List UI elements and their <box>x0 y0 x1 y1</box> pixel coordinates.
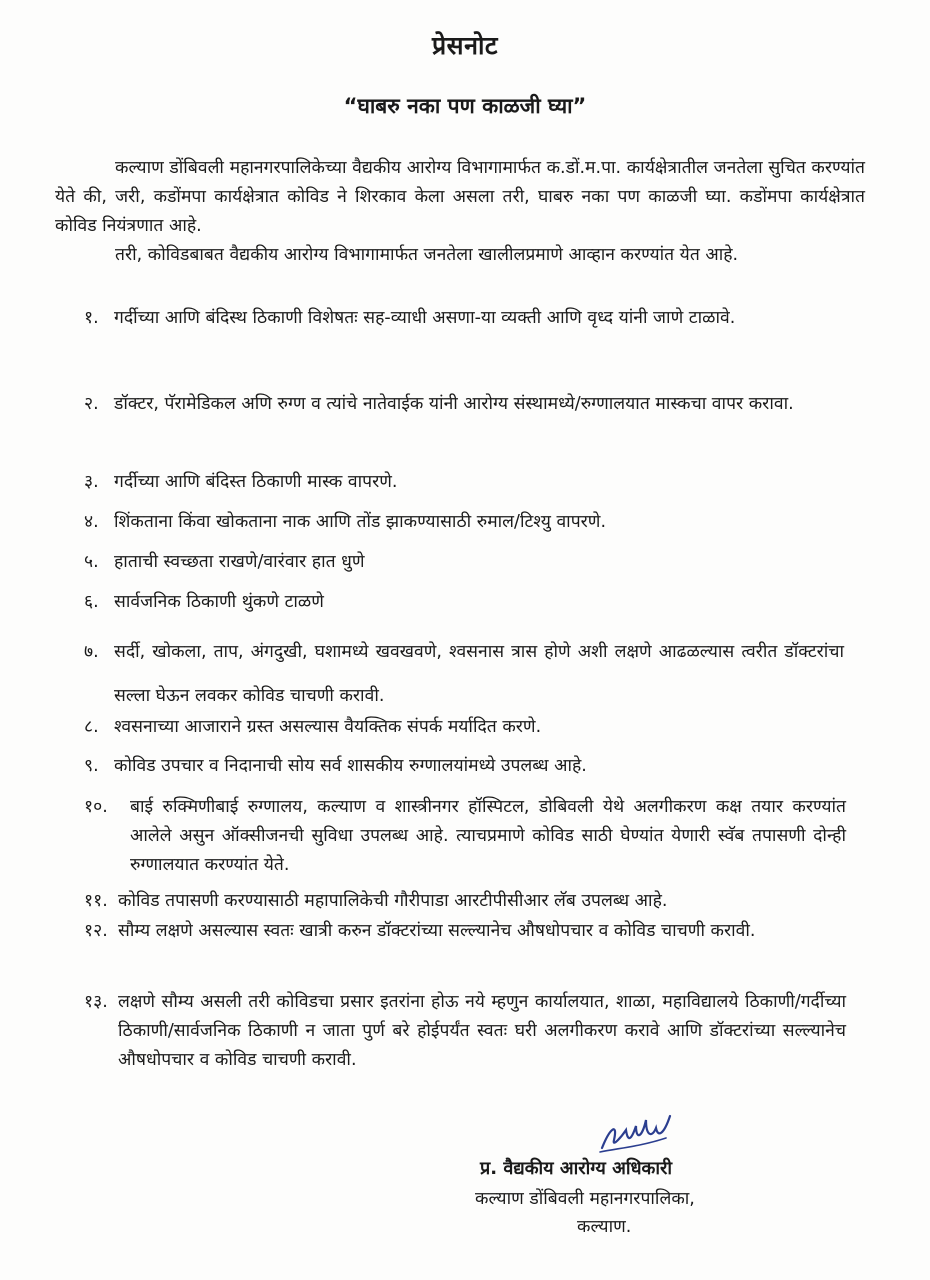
list-item-text: बाई रुक्मिणीबाई रुग्णालय, कल्याण व शास्त्रीनगर हॉस्पिटल, डोबिवली येथे अलगीकरण कक्ष तयार करण्यांत आलेले असुन ऑक्सीजनची सुविधा उपलब्ध आहे. त्याचप्रमाणे कोविड साठी घेण्यांत येणारी स्वॅब तपासणी दोन्ही रुग्णालयात करण्यांत येते. <box>130 797 846 875</box>
list-item-number: ८. <box>84 717 99 737</box>
list-item <box>84 917 846 946</box>
document-title: प्रेसनोट <box>431 31 499 60</box>
list-item <box>84 508 844 537</box>
list-item-number: २. <box>84 394 99 414</box>
list-item <box>84 713 844 742</box>
list-item <box>84 296 844 340</box>
list-item-text: गर्दीच्या आणि बंदिस्थ ठिकाणी विशेषतः सह-व्याधी असणा-या व्यक्ती आणि वृध्द यांनी जाणे टाळावे. <box>114 308 736 328</box>
list-item-text: सर्दी, खोकला, ताप, अंगदुखी, घशामध्ये खवखवणे, श्वसनास त्रास होणे अशी लक्षणे आढळल्यास त्वरीत डॉक्टरांचा सल्ला घेऊन लवकर कोविड चाचणी करावी. <box>114 642 844 706</box>
list-item-number: ६. <box>84 592 99 612</box>
list-item <box>84 382 844 426</box>
list-item-number: ३. <box>84 472 99 492</box>
list-item-number: ९. <box>84 756 99 776</box>
list-item <box>84 548 844 577</box>
list-item-number: १२. <box>84 921 108 941</box>
list-item-text: हाताची स्वच्छता राखणे/वारंवार हात धुणे <box>114 552 365 572</box>
appeal-paragraph: तरी, कोविडबाबत वैद्यकीय आरोग्य विभागामार्फत जनतेला खालीलप्रमाणे आव्हान करण्यांत येत आहे. <box>115 245 739 265</box>
list-item-text: कोविड उपचार व निदानाची सोय सर्व शासकीय रुग्णालयांमध्ये उपलब्ध आहे. <box>114 756 587 776</box>
list-item <box>84 588 844 617</box>
signatory-organization: कल्याण डोंबिवली महानगरपालिका, <box>475 1189 695 1209</box>
signatory-city: कल्याण. <box>577 1217 632 1237</box>
list-item <box>84 793 846 880</box>
list-item <box>84 887 846 916</box>
list-item <box>84 630 844 718</box>
list-item-text: डॉक्टर, पॅरामेडिकल अणि रुग्ण व त्यांचे नातेवाईक यांनी आरोग्य संस्थामध्ये/रुग्णालयात मास्कचा वापर करावा. <box>114 394 794 414</box>
list-item-number: ५. <box>84 552 99 572</box>
list-item-text: गर्दीच्या आणि बंदिस्त ठिकाणी मास्क वापरणे. <box>114 472 398 492</box>
list-item-text: शिंकताना किंवा खोकताना नाक आणि तोंड झाकण्यासाठी रुमाल/टिश्यु वापरणे. <box>114 512 607 532</box>
list-item <box>84 988 846 1075</box>
list-item-number: १०. <box>84 797 108 817</box>
signatory-designation: प्र. वैद्यकीय आरोग्य अधिकारी <box>480 1158 673 1179</box>
list-item-number: ११. <box>84 891 108 911</box>
list-item-text: सौम्य लक्षणे असल्यास स्वतः खात्री करुन डॉक्टरांच्या सल्ल्यानेच औषधोपचार व कोविड चाचणी करावी. <box>118 921 756 941</box>
list-item-text: लक्षणे सौम्य असली तरी कोविडचा प्रसार इतरांना होऊ नये म्हणुन कार्यालयात, शाळा, महाविद्यालये ठिकाणी/गर्दीच्या ठिकाणी/सार्वजनिक ठिकाणी न जाता पुर्ण बरे होईपर्यंत स्वतः घरी अलगीकरण करावे आणि डॉक्टरांच्या सल्ल्यानेच औषधोपचार व कोविड चाचणी करावी. <box>118 992 846 1070</box>
list-item-number: ४. <box>84 512 99 532</box>
list-item-text: कोविड तपासणी करण्यासाठी महापालिकेची गौरीपाडा आरटीपीसीआर लॅब उपलब्ध आहे. <box>118 891 668 911</box>
document-subtitle: “घाबरु नका पण काळजी घ्या” <box>343 94 587 118</box>
list-item-text: श्वसनाच्या आजाराने ग्रस्त असल्यास वैयक्तिक संपर्क मर्यादित करणे. <box>114 717 542 737</box>
list-item-text: सार्वजनिक ठिकाणी थुंकणे टाळणे <box>114 592 324 612</box>
list-item <box>84 468 844 497</box>
list-item-number: ७. <box>84 642 99 662</box>
list-item-number: १३. <box>84 992 108 1012</box>
list-item-number: १. <box>84 308 99 328</box>
intro-paragraph: कल्याण डोंबिवली महानगरपालिकेच्या वैद्यकीय आरोग्य विभागामार्फत क.डों.म.पा. कार्यक्षेत्रातील जनतेला सुचित करण्यांत येते की, जरी, कडोंमपा कार्यक्षेत्रात कोविड ने शिरकाव केला असला तरी, घाबरु नका पण काळजी घ्या. कडोंमपा कार्यक्षेत्रात कोविड नियंत्रणात आहे. <box>55 158 865 236</box>
handwritten-signature <box>596 1108 676 1156</box>
list-item <box>84 752 844 781</box>
